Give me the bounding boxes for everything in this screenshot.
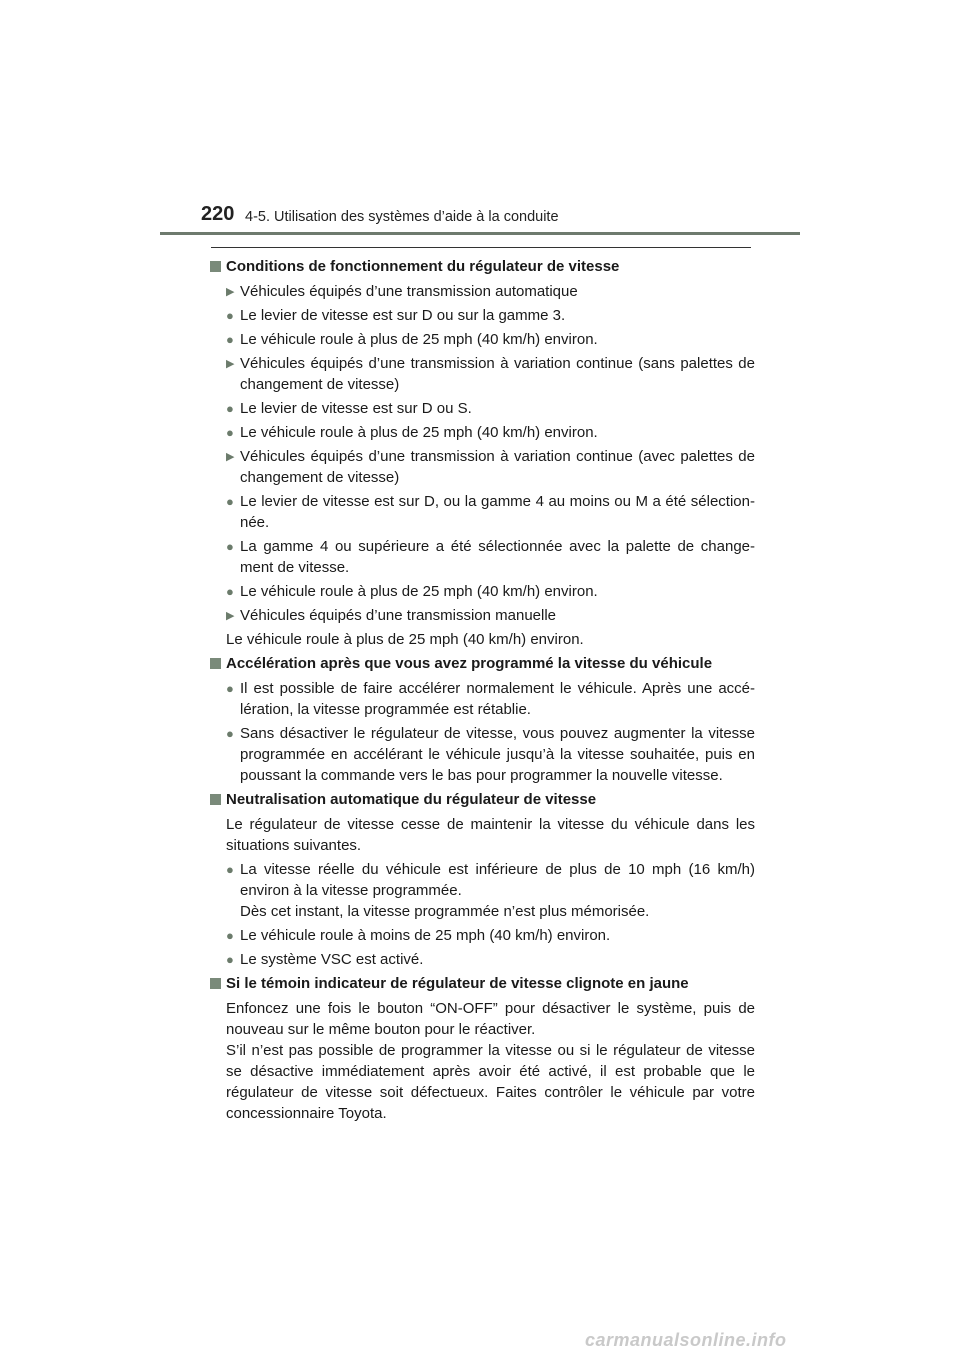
vehicle-condition-item [210, 281, 755, 302]
section-title: 4-5. Utilisation des systèmes d’aide à la conduite [245, 209, 559, 225]
paragraph [210, 629, 755, 650]
item-text: Véhicules équipés d’une transmission à variation continue (sans palettes de changement de vitesse) [240, 355, 755, 393]
triangle-bullet-icon: ▶ [226, 451, 235, 463]
item-text: Le levier de vitesse est sur D, ou la gamme 4 au moins ou M a été sélection-née. [240, 493, 755, 531]
circle-bullet-icon: ● [226, 928, 234, 943]
paragraph-text: Le véhicule roule à plus de 25 mph (40 km/h) environ. [226, 631, 584, 648]
circle-bullet-icon: ● [226, 425, 234, 440]
item-text: Le véhicule roule à plus de 25 mph (40 km/h) environ. [240, 583, 598, 600]
content [210, 256, 755, 1127]
item-text: Le système VSC est activé. [240, 951, 424, 968]
item-text: Véhicules équipés d’une transmission automatique [240, 283, 578, 300]
circle-bullet-icon: ● [226, 494, 234, 509]
vehicle-condition-item [210, 446, 755, 488]
list-item [210, 422, 755, 443]
heading-text: Accélération après que vous avez programmé la vitesse du véhicule [226, 655, 713, 672]
watermark-logo: carmanualsonline.info [585, 1330, 787, 1350]
circle-bullet-icon: ● [226, 952, 234, 967]
list-item [210, 859, 755, 922]
item-text: Le véhicule roule à plus de 25 mph (40 km/h) environ. [240, 424, 598, 441]
list-item [210, 581, 755, 602]
heading-text: Conditions de fonctionnement du régulateur de vitesse [226, 258, 620, 275]
paragraph [210, 814, 755, 856]
triangle-bullet-icon: ▶ [226, 358, 235, 370]
item-text: La gamme 4 ou supérieure a été sélectionnée avec la palette de change-ment de vitesse. [240, 538, 755, 576]
vehicle-condition-item [210, 605, 755, 626]
circle-bullet-icon: ● [226, 332, 234, 347]
list-item [210, 536, 755, 578]
circle-bullet-icon: ● [226, 539, 234, 554]
section-heading [210, 973, 755, 994]
square-bullet-icon [210, 261, 221, 272]
list-item [210, 925, 755, 946]
list-item [210, 398, 755, 419]
section-heading [210, 653, 755, 674]
list-item [210, 678, 755, 720]
triangle-bullet-icon: ▶ [226, 610, 235, 622]
item-text: Le véhicule roule à moins de 25 mph (40 km/h) environ. [240, 927, 611, 944]
paragraph-text: Enfoncez une fois le bouton “ON-OFF” pour désactiver le système, puis de nouveau sur le même bouton pour le réactiver. S’il n’est pas possible de programmer la vitesse ou si le régulateur de vitesse se désactive immédiatement après avoir été activé, il est probable que le régulateur de vitesse soit défectueux. Faites contrôler le véhicule par votre concessionnaire Toyota. [226, 1000, 755, 1122]
list-item [210, 305, 755, 326]
item-text: La vitesse réelle du véhicule est inférieure de plus de 10 mph (16 km/h) environ à la vitesse programmée. Dès cet instant, la vitesse programmée n’est plus mémorisée. [240, 861, 755, 920]
header-rule [160, 232, 800, 235]
heading-text: Si le témoin indicateur de régulateur de vitesse clignote en jaune [226, 975, 689, 992]
section-divider [211, 247, 751, 248]
section-heading [210, 789, 755, 810]
vehicle-condition-item [210, 353, 755, 395]
item-text: Le levier de vitesse est sur D ou sur la gamme 3. [240, 307, 566, 324]
square-bullet-icon [210, 794, 221, 805]
circle-bullet-icon: ● [226, 681, 234, 696]
list-item [210, 491, 755, 533]
circle-bullet-icon: ● [226, 308, 234, 323]
page-number: 220 [201, 203, 235, 225]
paragraph [210, 998, 755, 1124]
square-bullet-icon [210, 658, 221, 669]
list-item [210, 949, 755, 970]
circle-bullet-icon: ● [226, 862, 234, 877]
list-item [210, 723, 755, 786]
triangle-bullet-icon: ▶ [226, 286, 235, 298]
square-bullet-icon [210, 978, 221, 989]
item-text: Véhicules équipés d’une transmission à variation continue (avec palettes de changement de vitesse) [240, 448, 755, 486]
paragraph-text: Le régulateur de vitesse cesse de maintenir la vitesse du véhicule dans les situations suivantes. [226, 816, 755, 854]
item-text: Il est possible de faire accélérer normalement le véhicule. Après une accé-lération, la vitesse programmée est rétablie. [240, 680, 755, 718]
item-text: Sans désactiver le régulateur de vitesse, vous pouvez augmenter la vitesse programmée en accélérant le véhicule jusqu’à la vitesse souhaitée, puis en poussant la commande vers le bas pour programmer la nouvelle vitesse. [240, 725, 755, 784]
circle-bullet-icon: ● [226, 726, 234, 741]
list-item [210, 329, 755, 350]
item-text: Le véhicule roule à plus de 25 mph (40 km/h) environ. [240, 331, 598, 348]
circle-bullet-icon: ● [226, 584, 234, 599]
item-text: Le levier de vitesse est sur D ou S. [240, 400, 472, 417]
section-heading [210, 256, 755, 277]
circle-bullet-icon: ● [226, 401, 234, 416]
item-text: Véhicules équipés d’une transmission manuelle [240, 607, 557, 624]
heading-text: Neutralisation automatique du régulateur de vitesse [226, 791, 597, 808]
